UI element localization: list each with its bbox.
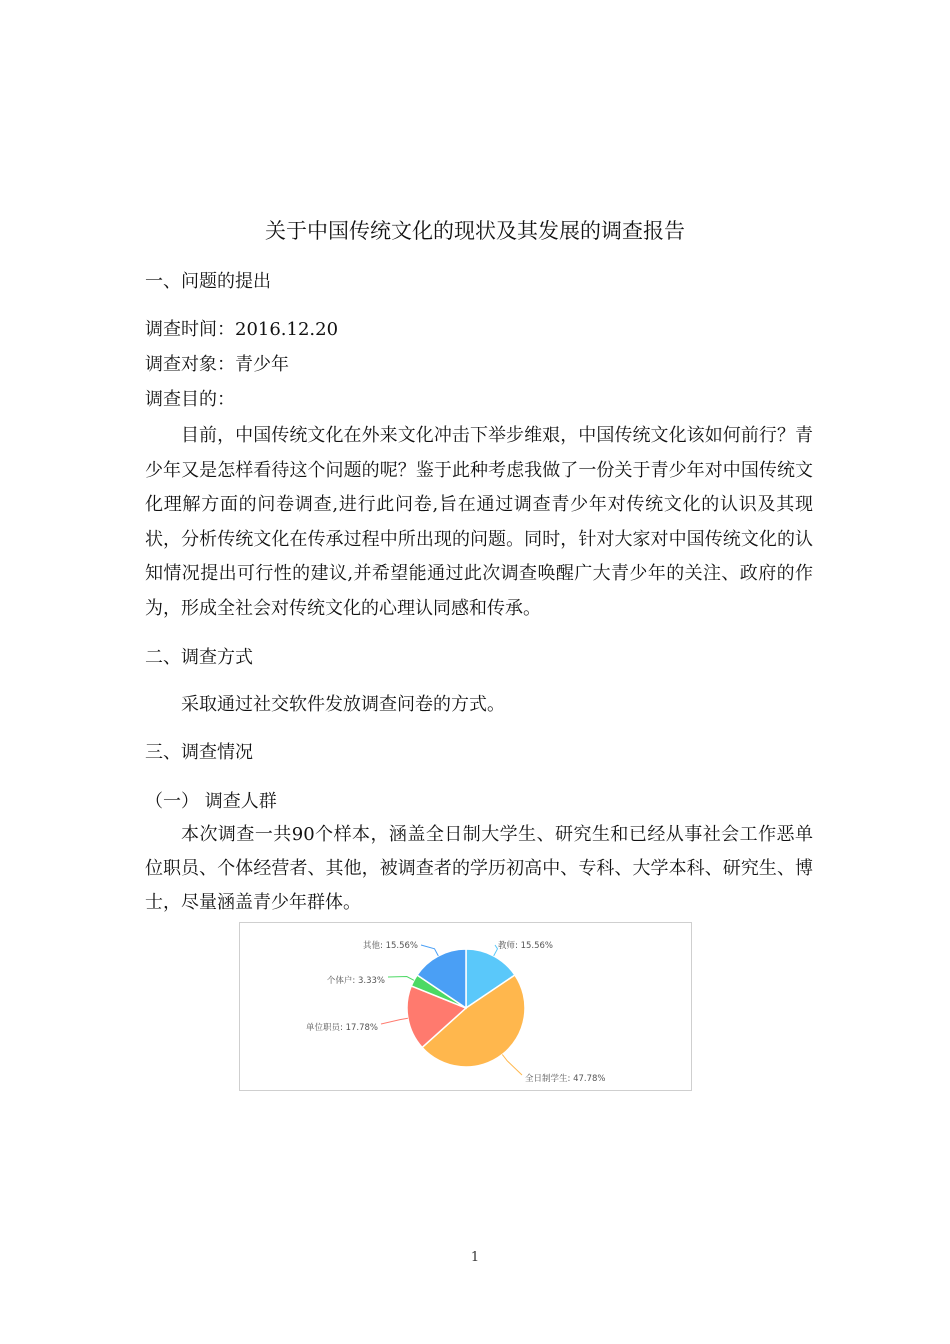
survey-target: 调查对象：青少年: [145, 354, 289, 375]
pie-leader-line: [381, 1018, 408, 1024]
survey-purpose-label: 调查目的：: [145, 389, 235, 410]
survey-time: 调查时间：2016.12.20: [145, 319, 339, 340]
section-heading-1: 一、问题的提出: [145, 271, 271, 292]
subsection-heading-1: （一） 调查人群: [145, 791, 277, 812]
page-number: 1: [470, 1250, 480, 1265]
pie-slice-label: 其他: 15.56%: [363, 941, 418, 951]
pie-leader-line: [494, 945, 498, 956]
pie-leader-line: [388, 977, 414, 981]
pie-leader-line: [421, 945, 438, 956]
purpose-paragraph: 目前，中国传统文化在外来文化冲击下举步维艰，中国传统文化该如何前行？青少年又是怎样看待这个问题的呢？鉴于此种考虑我做了一份关于青少年对中国传统文化理解方面的问卷调查,进行此问卷,旨在通过调查青少年对传统文化的认识及其现状，分析传统文化在传承过程中所出现的问题。同时，针对大家对中国传统文化的认知情况提出可行性的建议,并希望能通过此次调查唤醒广大青少年的关注、政府的作为，形成全社会对传统文化的心理认同感和传承。: [145, 425, 813, 619]
section-heading-3: 三、调查情况: [145, 742, 253, 763]
document-title: 关于中国传统文化的现状及其发展的调查报告: [265, 219, 685, 243]
section-heading-2: 二、调查方式: [145, 647, 253, 668]
method-paragraph: 采取通过社交软件发放调查问卷的方式。: [181, 694, 505, 715]
population-paragraph: 本次调查一共90个样本，涵盖全日制大学生、研究生和已经从事社会工作恶单位职员、个体经营者、其他，被调查者的学历初高中、专科、大学本科、研究生、博士，尽量涵盖青少年群体。: [145, 824, 813, 913]
pie-slice-label: 全日制学生: 47.78%: [525, 1074, 606, 1084]
pie-slice-label: 教师: 15.56%: [498, 941, 553, 951]
pie-leader-line: [502, 1055, 522, 1076]
pie-slice-label: 个体户: 3.33%: [326, 976, 385, 986]
pie-chart-frame: [239, 922, 692, 1091]
pie-chart: [240, 923, 691, 1090]
pie-slice-label: 单位职员: 17.78%: [306, 1023, 378, 1033]
